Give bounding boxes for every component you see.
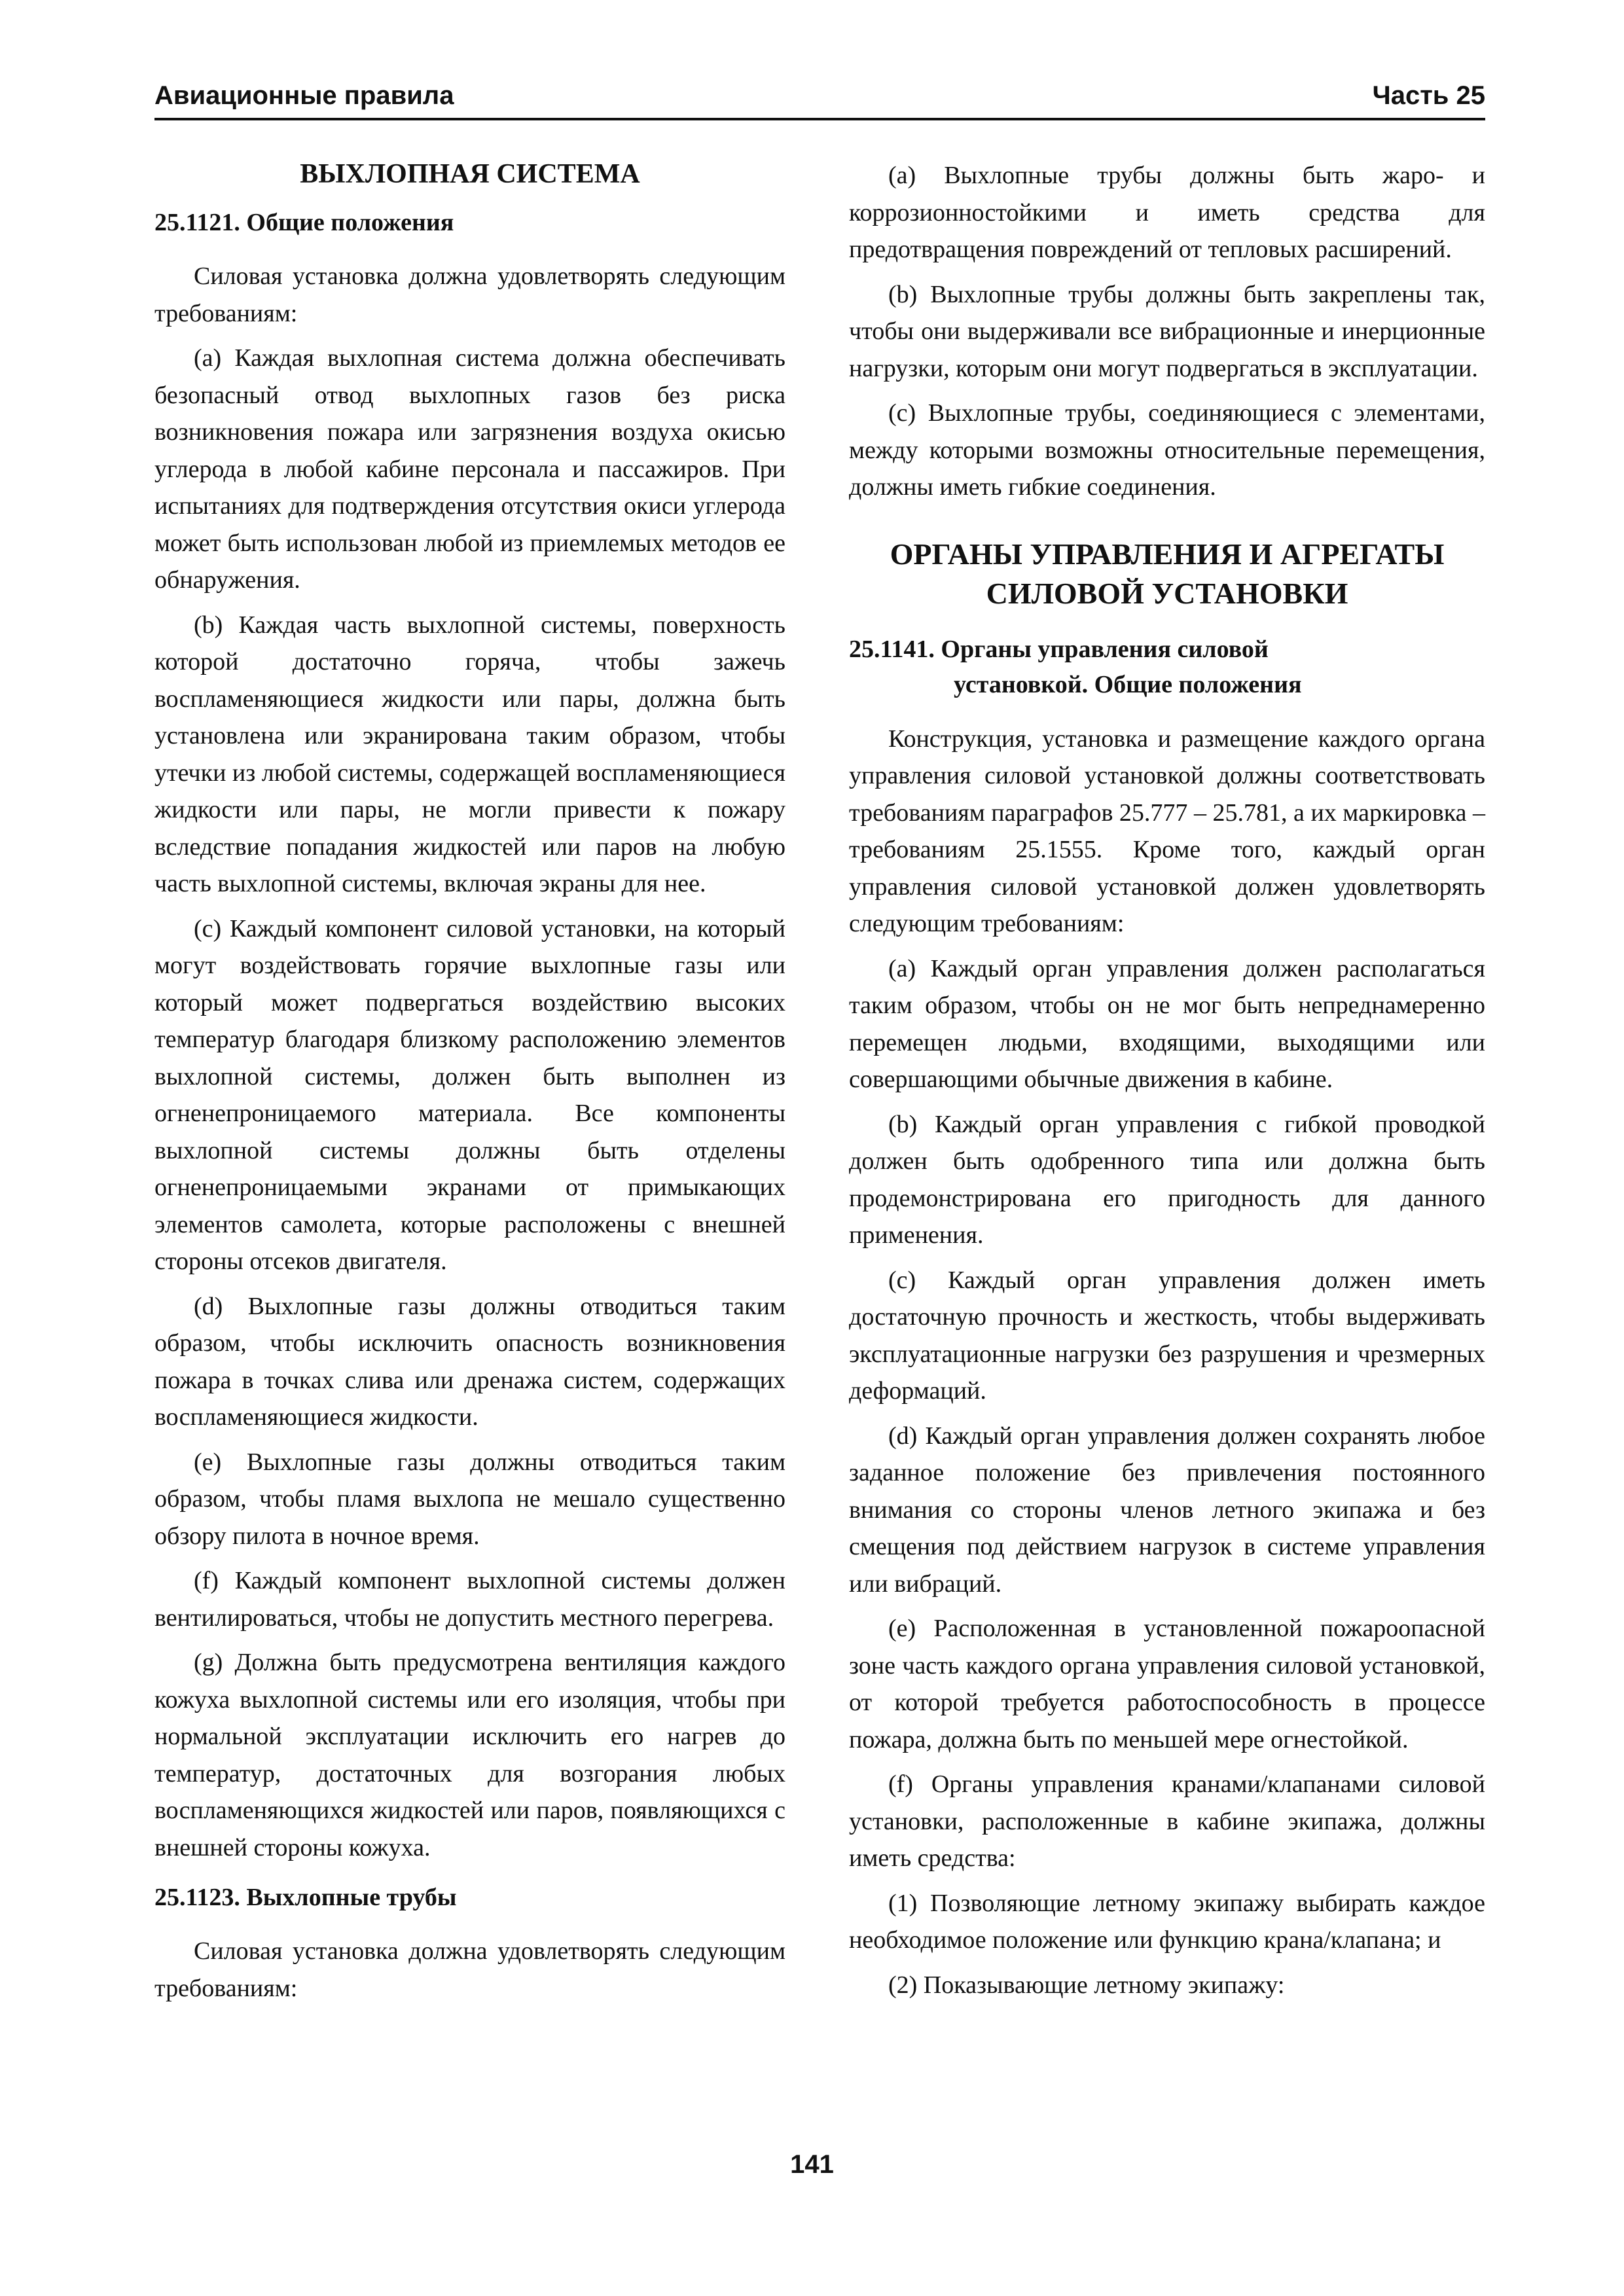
paragraph: (а) Каждая выхлопная система должна обеспечивать безопасный отвод выхлопных газов без риска возникновения пожара или загрязнения воздуха окисью углерода в любой кабине персонала и пассажиров. При испытаниях для подтверждения отсутствия окиси углерода может быть использован любой из приемлемых методов ее обнаружения. (154, 344, 785, 594)
paragraph: (b) Каждая часть выхлопной системы, поверхность которой достаточно горяча, чтобы зажечь воспламеняющиеся жидкости или пары, должна быть установлена или экранирована таким образом, чтобы утечки из любой системы, содержащей воспламеняющиеся жидкости или пары, не могли привести к пожару вследствие попадания жидкостей или паров на любую часть выхлопной системы, включая экраны для нее. (154, 611, 786, 897)
article-title-line-2: установкой. Общие положения (954, 670, 1302, 698)
paragraph: Силовая установка должна удовлетворять следующим требованиям: (154, 262, 785, 327)
left-column (154, 157, 785, 2015)
paragraph: (b) Каждый орган управления с гибкой проводкой должен быть одобренного типа или должна быть продемонстрирована его пригодность для данного применения. (849, 1110, 1485, 1249)
paragraph: (а) Каждый орган управления должен располагаться таким образом, чтобы он не мог быть непреднамеренно перемещен людьми, входящими, выходящими или совершающими обычные движения в кабине. (849, 954, 1485, 1093)
paragraph: (d) Выхлопные газы должны отводиться таким образом, чтобы исключить опасность возникновения пожара в точках слива или дренажа систем, содержащих воспламеняющиеся жидкости. (154, 1292, 785, 1431)
paragraph: (е) Расположенная в установленной пожароопасной зоне часть каждого органа управления силовой установкой, от которой требуется работоспособность в процессе пожара, должна быть по меньшей мере огнестойкой. (849, 1615, 1485, 1753)
paragraph: Силовая установка должна удовлетворять следующим требованиям: (154, 1937, 785, 2002)
paragraph: (d) Каждый орган управления должен сохранять любое заданное положение без привлечения постоянного внимания со стороны членов летного экипажа и без смещения под действием нагрузок в системе управления или вибраций. (849, 1422, 1485, 1598)
section-title-exhaust: ВЫХЛОПНАЯ СИСТЕМА (300, 159, 640, 189)
header-part: Часть 25 (1372, 81, 1485, 110)
section-title-line-1: ОРГАНЫ УПРАВЛЕНИЯ И АГРЕГАТЫ (890, 537, 1445, 571)
article-title-25-1123: 25.1123. Выхлопные трубы (154, 1884, 457, 1911)
article-title-25-1121: 25.1121. Общие положения (154, 209, 454, 236)
article-title-25-1141 (849, 632, 1485, 702)
paragraph: (е) Выхлопные газы должны отводиться таким образом, чтобы пламя выхлопа не мешало существенно обзору пилота в ночное время. (154, 1448, 785, 1550)
paragraph: (с) Выхлопные трубы, соединяющиеся с элементами, между которыми возможны относительные перемещения, должны иметь гибкие соединения. (849, 399, 1485, 501)
right-column (849, 157, 1485, 2011)
paragraph: Конструкция, установка и размещение каждого органа управления силовой установкой должны соответствовать требованиям параграфов 25.777 – 25.781, а их маркировка – требованиям 25.1555. Кроме того, каждый орган управления силовой установкой должен удовлетворять следующим требованиям: (849, 725, 1485, 937)
article-title-line-1: 25.1141. Органы управления силовой (849, 635, 1269, 663)
section-title-line-2: СИЛОВОЙ УСТАНОВКИ (986, 576, 1348, 610)
running-header (154, 79, 1485, 120)
paragraph: (с) Каждый орган управления должен иметь достаточную прочность и жесткость, чтобы выдерживать эксплуатационные нагрузки без разрушения и чрезмерных деформаций. (849, 1266, 1485, 1405)
paragraph: (а) Выхлопные трубы должны быть жаро- и коррозионностойкими и иметь средства для предотвращения повреждений от тепловых расширений. (849, 162, 1485, 263)
paragraph: (с) Каждый компонент силовой установки, на который могут воздействовать горячие выхлопные газы или который может подвергаться воздействию высоких температур благодаря близкому расположению элементов выхлопной системы, должен быть выполнен из огненепроницаемого материала. Все компоненты выхлопной системы должны быть отделены огненепроницаемыми экранами от примыкающих элементов самолета, которые расположены с внешней стороны отсеков двигателя. (154, 914, 785, 1275)
paragraph: (2) Показывающие летному экипажу: (888, 1971, 1285, 1999)
paragraph: (1) Позволяющие летному экипажу выбирать каждое необходимое положение или функцию крана/клапана; и (849, 1889, 1485, 1954)
paragraph: (f) Органы управления кранами/клапанами силовой установки, расположенные в кабине экипажа, должны иметь средства: (849, 1770, 1485, 1872)
section-title-controls (849, 535, 1485, 613)
header-title: Авиационные правила (154, 81, 454, 110)
paragraph: (f) Каждый компонент выхлопной системы должен вентилироваться, чтобы не допустить местного перегрева. (154, 1567, 785, 1632)
paragraph: (g) Должна быть предусмотрена вентиляция каждого кожуха выхлопной системы или его изоляция, чтобы при нормальной эксплуатации исключить его нагрев до температур, достаточных для возгорания любых воспламеняющихся жидкостей или паров, появляющихся с внешней стороны кожуха. (154, 1649, 785, 1861)
paragraph: (b) Выхлопные трубы должны быть закреплены так, чтобы они выдерживали все вибрационные и инерционные нагрузки, которым они могут подвергаться в эксплуатации. (849, 280, 1485, 382)
page-number: 141 (790, 2150, 834, 2179)
